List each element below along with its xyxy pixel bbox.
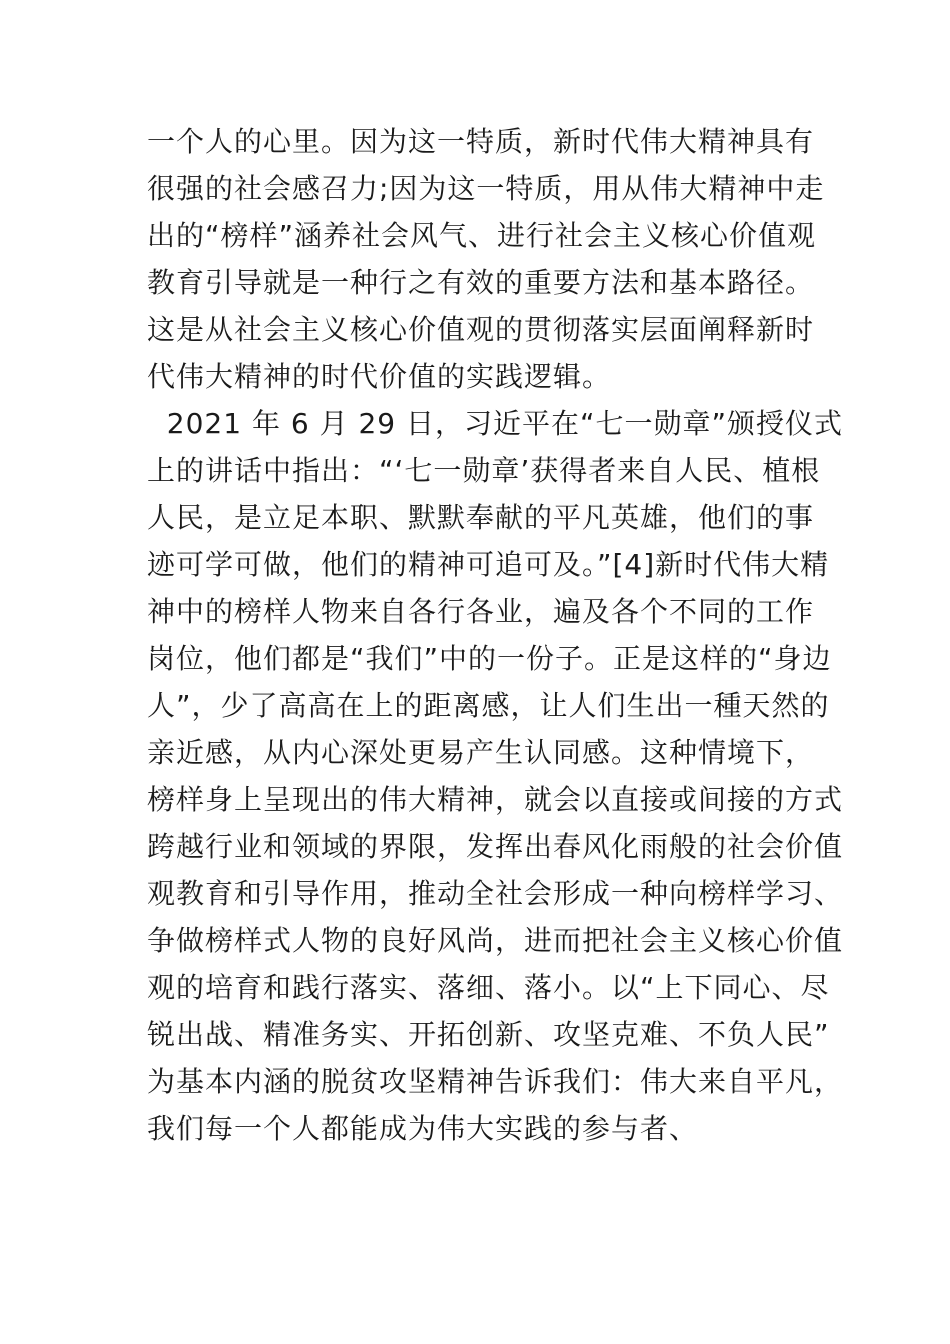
text-line: 观教育和引导作用，推动全社会形成一种向榜样学习、 [147,877,844,910]
paragraph-2 [147,400,847,1152]
text-line: 迹可学可做，他们的精神可追可及。”[4]新时代伟大精 [147,548,830,581]
text-line: 人民，是立足本职、默默奉献的平凡英雄，他们的事 [147,501,815,534]
text-line: 神中的榜样人物来自各行各业，遍及各个不同的工作 [147,595,815,628]
text-line: 人”，少了高高在上的距离感，让人们生出一種天然的 [147,689,830,722]
text-line: 为基本内涵的脱贫攻坚精神告诉我们：伟大来自平凡， [147,1065,844,1098]
text-line: 榜样身上呈现出的伟大精神，就会以直接或间接的方式 [147,783,844,816]
text-line: 跨越行业和领域的界限，发挥出春风化雨般的社会价值 [147,830,844,863]
paragraph-1 [147,118,847,400]
text-line: 观的培育和践行落实、落细、落小。以“上下同心、尽 [147,971,830,1004]
text-line: 代伟大精神的时代价值的实践逻辑。 [147,360,612,393]
text-line: 岗位，他们都是“我们”中的一份子。正是这样的“身边 [147,642,832,675]
text-line: 争做榜样式人物的良好风尚，进而把社会主义核心价值 [147,924,844,957]
text-line: 上的讲话中指出：“‘七一勋章’获得者来自人民、植根 [147,454,821,487]
text-line: 这是从社会主义核心价值观的贯彻落实层面阐释新时 [147,313,815,346]
text-line: 2021 年 6 月 29 日，习近平在“七一勋章”颁授仪式 [147,407,844,440]
text-line: 亲近感，从内心深处更易产生认同感。这种情境下， [147,736,815,769]
text-line: 我们每一个人都能成为伟大实践的参与者、 [147,1112,699,1145]
text-line: 很强的社会感召力;因为这一特质，用从伟大精神中走 [147,172,825,205]
text-line: 教育引导就是一种行之有效的重要方法和基本路径。 [147,266,815,299]
text-line: 出的“榜样”涵养社会风气、进行社会主义核心价值观 [147,219,817,252]
text-line: 一个人的心里。因为这一特质，新时代伟大精神具有 [147,125,815,158]
text-line: 锐出战、精准务实、开拓创新、攻坚克难、不负人民” [147,1018,830,1051]
